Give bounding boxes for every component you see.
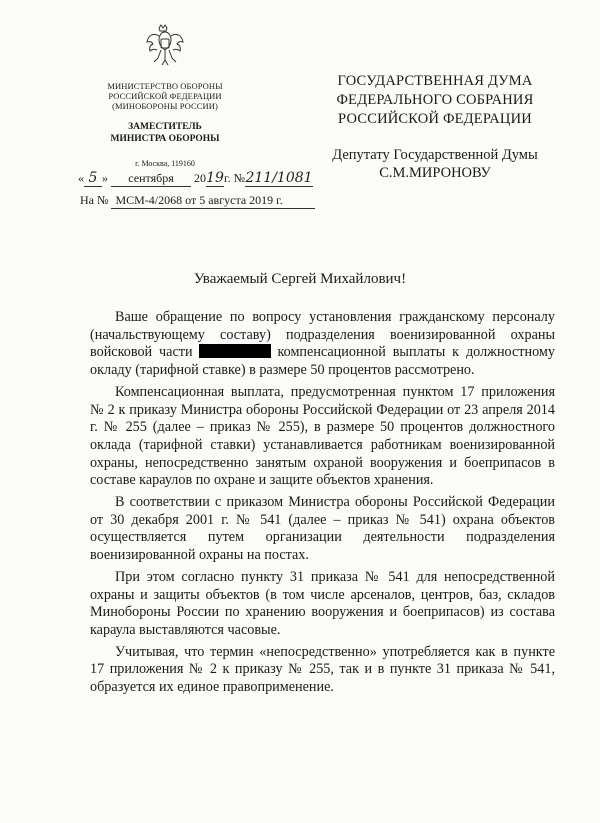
sender-title: ЗАМЕСТИТЕЛЬ МИНИСТРА ОБОРОНЫ: [110, 122, 220, 144]
paragraph: Учитывая, что термин «непосредственно» употребляется как в пункте 17 приложения № 2 к приказу № 255, так и в пункте 31 приказа № 541, образуется их единое правоприменение.: [90, 643, 555, 696]
paragraph: Ваше обращение по вопросу установления гражданскому персоналу (начальствующему составу) подразделения военизированной охраны войсковой части компенсационной выплаты к должностному окладу (тарифной ставке) в размере 50 процентов рассмотрено.: [90, 309, 555, 379]
coat-of-arms-icon: [145, 22, 185, 72]
document-dateline: « 5 » сентября 2019г. №211/1081: [78, 170, 313, 186]
letterhead: [85, 22, 245, 168]
reference-line: На № МСМ-4/2068 от 5 августа 2019 г.: [80, 193, 315, 209]
date-day: 5: [84, 170, 102, 187]
ministry-name: МИНИСТЕРСТВО ОБОРОНЫ РОССИЙСКОЙ ФЕДЕРАЦИИ (МИНОБОРОНЫ РОССИИ): [107, 81, 223, 111]
reference-number: МСМ-4/2068 от 5 августа 2019 г.: [111, 193, 315, 209]
addressee-organization: ГОСУДАРСТВЕННАЯ ДУМА ФЕДЕРАЛЬНОГО СОБРАНИЯ РОССИЙСКОЙ ФЕДЕРАЦИИ: [336, 73, 534, 127]
recipient: Депутату Государственной Думы С.М.МИРОНОВУ: [332, 147, 538, 181]
outgoing-number: 211/1081: [245, 170, 313, 186]
redaction-block: [199, 344, 271, 358]
letter-body: [90, 309, 555, 701]
salutation: Уважаемый Сергей Михайлович!: [193, 271, 407, 287]
paragraph: При этом согласно пункту 31 приказа № 541 для непосредственной охраны и защиты объектов (в том числе арсеналов, центров, баз, складов Минобороны России по хранению вооружения и боеприпасов) из состава караула выставляются часовые.: [90, 568, 555, 638]
sender-city: г. Москва, 119160: [135, 159, 195, 168]
date-month: сентября: [111, 171, 191, 187]
paragraph: Компенсационная выплата, предусмотренная пунктом 17 приложения № 2 к приказу Министра обороны Российской Федерации от 23 апреля 2014 г. № 255 (далее – приказ № 255), в размере 50 процентов должностного оклада (тарифной ставки) устанавливается работникам военизированной охраны, непосредственно занятым охраной вооружения и боеприпасов в составе караулов по охране и защите объектов хранения.: [90, 383, 555, 489]
paragraph: В соответствии с приказом Министра обороны Российской Федерации от 30 декабря 2001 г. № 541 (далее – приказ № 541) охрана объектов осуществляется путем организации деятельности подразделения военизированной охраны на постах.: [90, 494, 555, 564]
date-year: 19: [206, 170, 224, 186]
